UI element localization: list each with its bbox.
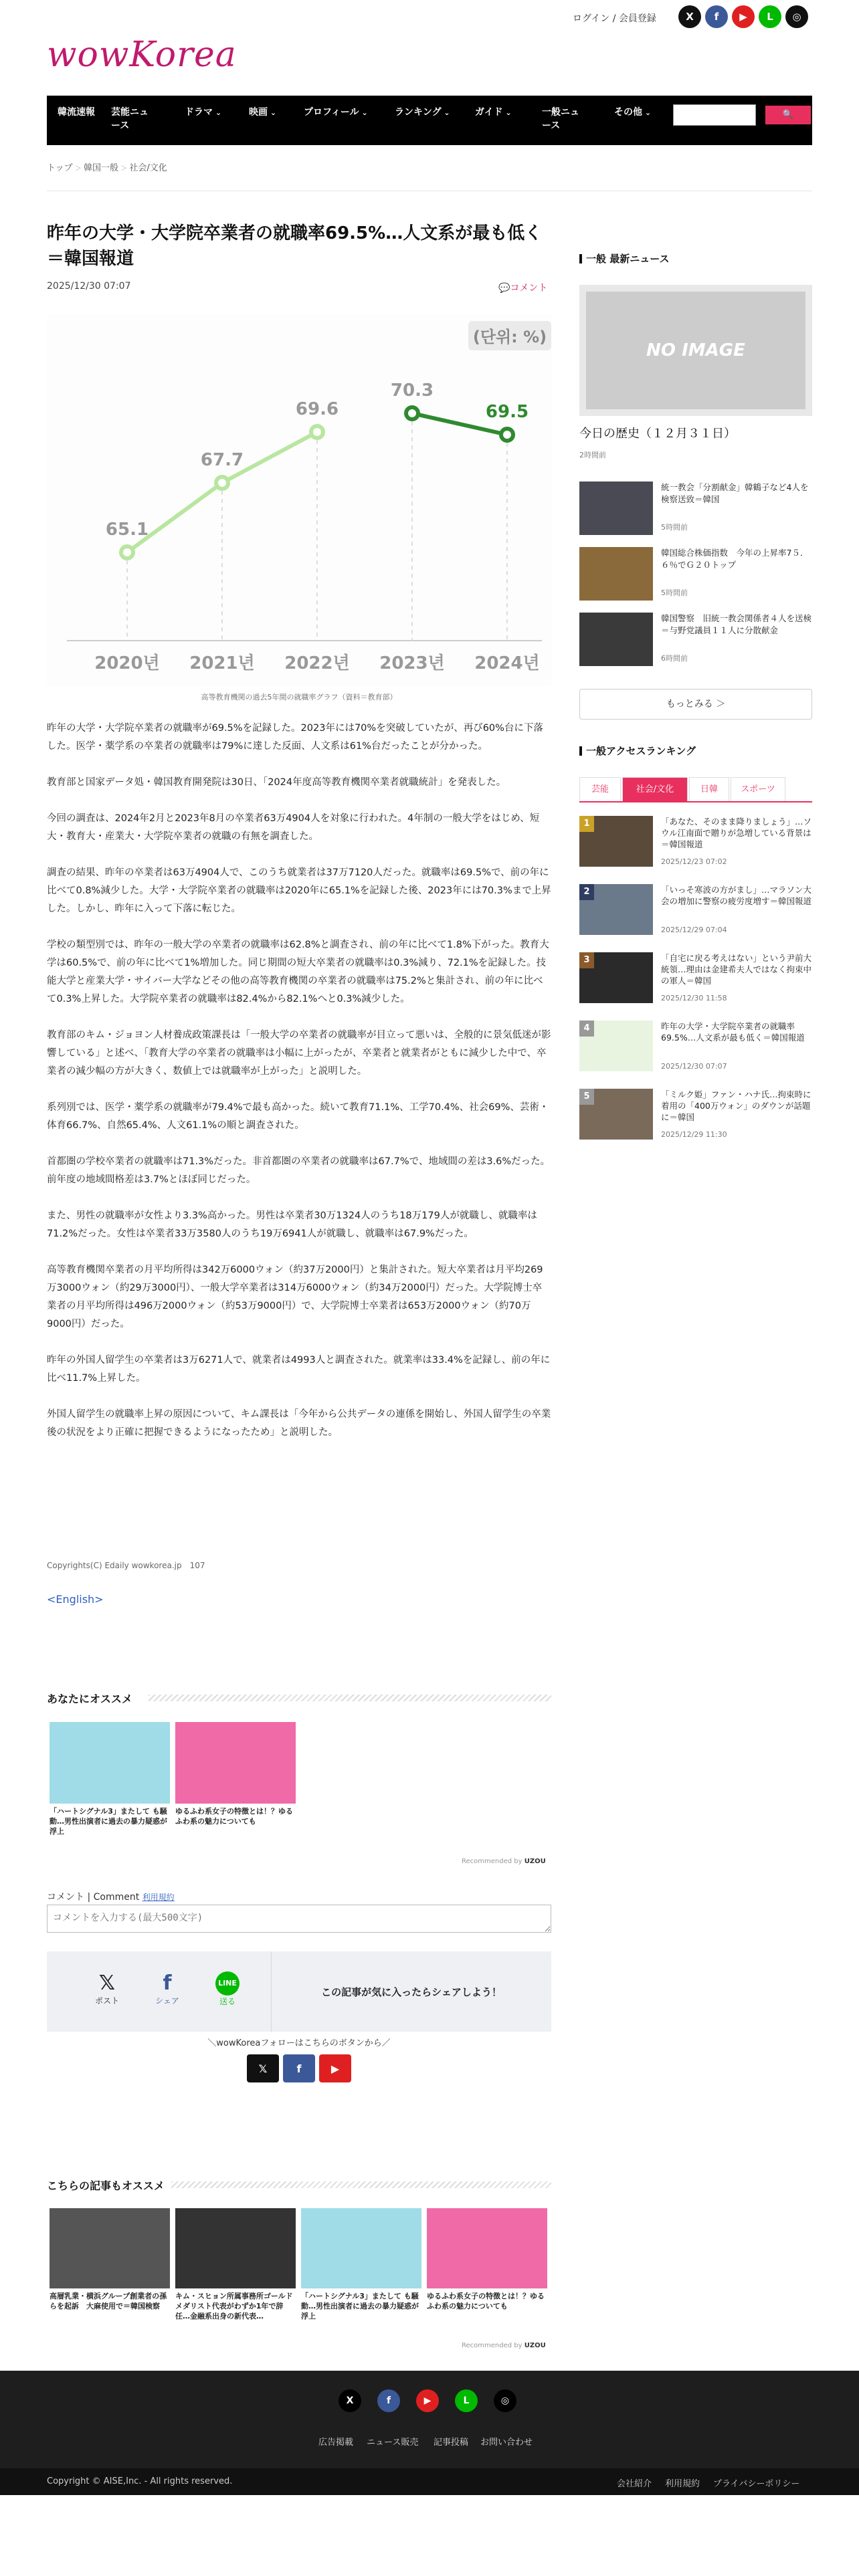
x-icon: 𝕏 [258,2062,268,2075]
ranking-time: 2025/12/30 07:07 [661,1062,727,1071]
article-paragraph: 高等教育機関卒業者の月平均所得は342万6000ウォン（約37万2000円）と集計された。短大卒業者は月平均269万3000ウォン（約29万3000円）、一般大学卒業者は314万6000ウォン（約34万2000円）だった。大学院博士卒業者の月平均所得は496万2000ウォン（約53万9000円）で、大学院博士卒業者は653万2000ウォン（約70万9000円）だった。 [47,1265,543,1329]
breadcrumb-item[interactable]: 社会/文化 [129,163,167,173]
chart-caption: 高等教育機関の過去5年間の就職率グラフ（資料＝教育部） [201,693,397,702]
x-button[interactable] [678,5,701,28]
recommend-thumbnail [175,1722,296,1804]
news-title: 統一教会「分割献金」韓鶴子など4人を検察送致＝韓国 [661,482,809,504]
rank-badge: 4 [579,1021,594,1037]
ranking-tab[interactable]: 社会/文化 [622,777,688,801]
facebook-icon: f [714,11,719,23]
latest-news-item[interactable] [579,547,812,601]
article-paragraph: 調査の結果、昨年の卒業者は63万4904人で、このうち就業者は37万7120人だった。就職率は69.5%で、前の年に比べて0.8%減少した。大学・大学院卒業者の就職率は2020年に65.1%を記録した後、2023年には70.3%まで上昇した。しかし、昨年に入って下落に転じた。 [47,867,551,914]
news-thumbnail [579,613,653,666]
history-time: 2時間前 [579,451,606,459]
unit-label: (단위: %) [472,328,547,346]
ranking-item[interactable] [579,1021,812,1074]
youtube-button[interactable] [416,2389,439,2412]
site-logo[interactable]: wowKorea [47,35,237,75]
ranking-title: 一般アクセスランキング [579,744,696,758]
article-paragraph: 外国人留学生の就職率上昇の原因について、キム課長は「今年から公共データの連係を開始し、外国人留学生の卒業後の状況をより正確に把握できるようになったため」と説明した。 [47,1409,551,1438]
rank-badge: 1 [579,816,594,832]
line-button[interactable] [759,5,781,28]
rank-badge: 2 [579,884,594,900]
chevron-down-icon: ⌄ [502,108,512,117]
chart-background [47,314,551,686]
powered-by: Recommended by UZOU [462,1858,546,1865]
article-date: 2025/12/30 07:07 [47,281,131,292]
article-paragraph: 昨年の大学・大学院卒業者の就職率が69.5%を記録した。2023年には70%を突破していたが、再び60%台に下落した。医学・薬学系の卒業者の就職率は79%に達した反面、人文系は61%台だったことが分かった。 [47,723,543,752]
data-point [406,407,418,419]
news-thumbnail [579,547,653,601]
breadcrumb-item[interactable]: 韓国一般 [83,163,118,173]
comment-link[interactable] [498,281,547,294]
ranking-time: 2025/12/30 11:58 [661,994,727,1002]
recommend-thumbnail [50,2208,170,2288]
chevron-down-icon: ⌄ [213,108,222,117]
nav-item[interactable] [58,106,98,119]
ranking-time: 2025/12/23 07:02 [661,857,727,866]
breadcrumb-separator: ＞ [118,165,130,173]
recommend-card[interactable] [50,1722,170,1836]
recommend-card[interactable] [301,2208,421,2321]
nav-item[interactable] [111,106,151,132]
share-x-button[interactable]: 𝕏 ポスト [80,1971,134,2006]
latest-news-item[interactable] [579,613,812,666]
recommend-card[interactable] [175,2208,296,2321]
share-message: この記事が気に入ったらシェアしよう！ [321,1986,502,1998]
comment-input[interactable] [47,1905,551,1933]
nav-item-label: ドラマ [185,107,213,118]
recommend-card[interactable] [50,2208,170,2311]
ranking-time: 2025/12/29 11:30 [661,1130,727,1139]
data-label: 69.5 [485,402,529,422]
article-paragraph: 昨年の外国人留学生の卒業者は3万6271人で、就業者は4993人と調査された。就業率は33.4%を記録し、前の年に比べ11.7%上昇した。 [47,1355,551,1384]
latest-news-title: 一般 最新ニュース [579,251,669,265]
recommend-card[interactable] [427,2208,547,2311]
copyright: Copyright © AISE,Inc. - All rights reserved. [47,2476,233,2486]
nav-item-label: ランキング [395,107,442,118]
search-button[interactable]: 🔍 [765,106,811,124]
ranking-tabs [579,777,812,802]
instagram-button[interactable] [494,2389,516,2412]
bottom-link[interactable]: プライバシーポリシー [713,2479,800,2489]
login-link[interactable]: ログイン / 会員登録 [573,13,656,24]
x-tick-label: 2020년 [94,653,160,673]
x-icon: X [346,2395,354,2406]
nav-item-label: 韓流速報 [58,107,95,118]
x-button[interactable] [339,2389,361,2412]
line-icon: L [463,2395,470,2406]
ranking-title-text: 昨年の大学・大学院卒業者の就職率69.5%…人文系が最も低く＝韓国報道 [661,1021,805,1043]
latest-news-item[interactable] [579,481,812,535]
article-paragraph: また、男性の就職率が女性より3.3%高かった。男性は卒業者30万1324人のうち18万179人が就職し、就職率は71.2%だった。女性は卒業者33万3580人のうち19万6941人が就職し、就職率は67.9%だった。 [47,1210,537,1239]
x-tick-label: 2022년 [284,653,350,673]
footer-link[interactable]: 広告掲載 [318,2438,354,2448]
bottom-link[interactable]: 会社紹介 [617,2479,652,2489]
chevron-down-icon: ⌄ [359,108,368,117]
rank-badge: 3 [579,952,594,968]
comment-link-label: コメント [510,283,548,294]
ranking-title-text: 「あなた、そのまま降りましょう」…ソウル江南面で贈りが急増している背景は＝韓国報道 [661,817,812,849]
article-paragraph: 教育部のキム・ジョヨン人材養成政策課長は「一般大学の卒業者の就職率が目立って悪いは、全般的に景気低迷が影響している」と述べ、「教育大学の卒業者の就職率は小幅に上がったが、卒業者と就業者がともに減少した中で、卒業者の減少幅の方が大きく、数値上では就職率が上がった」と説明した。 [47,1030,551,1077]
data-label: 69.6 [295,399,339,419]
chevron-down-icon: ⌄ [268,108,277,117]
facebook-icon: f [163,1971,172,1995]
ranking-time: 2025/12/29 07:04 [661,926,727,934]
top-bar [0,0,859,35]
follow-facebook-button[interactable] [283,2054,315,2082]
facebook-icon: f [296,2062,302,2075]
footer-link[interactable]: 記事投稿 [434,2438,469,2448]
x-icon: X [686,11,694,23]
powered-by: Recommended by UZOU [462,2342,546,2349]
nav-item[interactable] [395,106,475,120]
bottom-bar [0,2468,859,2495]
more-button[interactable]: もっとみる ＞ [579,689,812,720]
article-paragraph: 系列別では、医学・薬学系の就職率が79.4%で最も高かった。続いて教育71.1%、工学70.4%、社会69%、芸術・体育66.7%、自然65.4%、人文61.1%の順と調査された。 [47,1102,549,1131]
data-label: 65.1 [105,520,149,540]
recommend2-title: こちらの記事もオススメ [47,2179,165,2192]
recommend-caption: 「ハートシグナル3」またして も騒動…男性出演者に過去の暴力疑惑が浮上 [50,1807,167,1836]
footer-link[interactable]: お問い合わせ [480,2438,533,2448]
bottom-link[interactable]: 利用規約 [665,2479,700,2489]
recommend-card[interactable] [175,1722,296,1826]
ranking-tab[interactable]: 芸能 [579,777,621,801]
employment-chart [47,314,551,686]
share-box [47,1951,551,2032]
chevron-down-icon: ⌄ [441,108,450,117]
recommend-thumbnail [175,2208,296,2288]
data-point [501,429,513,441]
ranking-item[interactable] [579,952,812,1006]
facebook-button[interactable] [705,5,728,28]
article-paragraph: 首都圏の学校卒業者の就職率は71.3%だった。非首都圏の卒業者の就職率は67.7%で、地域間の差は3.6%だった。前年度の地域間格差は3.7%とほぼ同じだった。 [47,1156,551,1185]
footer-link[interactable]: ニュース販売 [367,2438,419,2448]
facebook-icon: f [386,2395,391,2406]
ranking-item[interactable] [579,1089,812,1142]
english-link[interactable]: <English> [47,1593,104,1606]
data-label: 67.7 [200,450,244,470]
news-thumbnail [579,481,653,535]
youtube-icon: ▶ [423,2395,432,2406]
x-icon: 𝕏 [98,1971,116,1995]
recommend-title: あなたにオススメ [47,1693,132,1705]
news-time: 5時間前 [661,523,688,532]
data-point [121,546,133,558]
recommend-thumbnail [50,1722,170,1804]
ranking-tab[interactable]: スポーツ [731,777,785,801]
news-title: 韓国総合株価指数 今年の上昇率7５．６％でＧ２０トップ [661,548,809,570]
rules-link[interactable]: 利用規約 [142,1893,175,1902]
follow-youtube-button[interactable] [319,2054,351,2082]
footer [0,2371,859,2468]
recommend-caption: 「ハートシグナル3」またして も騒動…男性出演者に過去の暴力疑惑が浮上 [301,2292,419,2321]
x-tick-label: 2023년 [379,653,445,673]
follow-text: ＼wowKoreaフォローはこちらのボタンから／ [207,2038,391,2048]
x-tick-label: 2024년 [474,653,540,673]
nav-item[interactable] [304,106,384,120]
recommend-caption: 高層乳業・横浜グループ創業者の孫らを起訴 大麻使用で＝韓国検察 [50,2292,167,2311]
recommend-caption: ゆるふわ系女子の特徴とは！？ゆるふわ系の魅力についても [175,1807,293,1826]
recommend-thumbnail [427,2208,547,2288]
ranking-item[interactable] [579,816,812,869]
article-copyright: Copyrights(C) Edaily wowkorea.jp 107 [47,1561,205,1570]
breadcrumb-separator: ＞ [72,165,84,173]
instagram-icon: ◎ [792,11,801,23]
ranking-title-text: 「自宅に戻る考えはない」という尹前大統領…理由は金建希夫人ではなく拘束中の軍人＝韓国 [661,953,812,986]
instagram-button[interactable] [785,5,808,28]
facebook-button[interactable] [377,2389,400,2412]
search-input[interactable] [673,104,756,126]
recommend-caption: ゆるふわ系女子の特徴とは！？ゆるふわ系の魅力についても [427,2292,545,2311]
breadcrumb-item[interactable]: トップ [47,163,73,173]
article-paragraph: 学校の類型別では、昨年の一般大学の卒業者の就職率は62.8%と調査され、前の年に比べて1.8%下がった。教育大学は60.5%で、前の年に比べて1%増加した。同じ期間の短大卒業者の就職率は0.3%減り、72.1%を記録した。技能大学と産業大学・サイバー大学などその他の高等教育機関の卒業者の就職率は75.2%と集計され、前の年に比べて0.3%上昇した。大学院卒業者の就職率は82.4%から82.1%へと0.3%減少した。 [47,940,549,1004]
article-paragraph: 教育部と国家データ処・韓国教育開発院は30日、「2024年度高等教育機関卒業者就職統計」を発表した。 [47,777,506,788]
line-icon: LINE [215,1971,240,1996]
youtube-icon: ▶ [330,2062,340,2075]
article-paragraph: 今回の調査は、2024年2月と2023年8月の卒業者63万4904人を対象に行われた。4年制の一般大学をはじめ、短大・教育大・産業大・大学院卒業者の就職の有無を調査した。 [47,813,540,842]
news-time: 5時間前 [661,588,688,597]
nav-item-label: 一般ニュース [542,107,579,131]
nav-item[interactable] [542,106,582,132]
nav-item-label: ガイド [475,107,503,118]
youtube-icon: ▶ [739,11,747,23]
nav-item-label: プロフィール [304,107,359,118]
ranking-title-text: 「いっそ寒波の方がまし」…マラソン大会の増加に警察の疲労度増す＝韓国報道 [661,885,812,906]
x-tick-label: 2021년 [189,653,255,673]
history-link[interactable]: 今日の歴史（１２月３１日） [579,427,736,441]
article-title: 昨年の大学・大学院卒業者の就職率69.5%…人文系が最も低く＝韓国報道 [47,223,543,269]
news-title: 韓国警察 旧統一教会関係者４人を送検＝与野党議員１１人に分散献金 [661,613,812,635]
share-line-button[interactable]: LINE 送る [201,1971,254,2007]
nav-item-label: その他 [614,107,642,118]
follow-x-button[interactable] [247,2054,279,2082]
divider [171,2181,551,2188]
article-body [47,720,551,1460]
no-image-placeholder[interactable]: NO IMAGE [579,285,812,416]
ranking-item[interactable] [579,884,812,938]
news-time: 6時間前 [661,654,688,663]
chevron-down-icon: ⌄ [642,108,652,117]
data-point [216,477,228,489]
ranking-title-text: 「ミルク姫」ファン・ハナ氏…拘束時に着用の「400万ウォン」のダウンが話題に＝韓国 [661,1089,812,1122]
youtube-button[interactable] [732,5,755,28]
breadcrumb [47,160,167,173]
share-facebook-button[interactable]: f シェア [140,1971,194,2006]
recommend-caption: キム・スヒョン所属事務所ゴールドメダリスト代表がわずか1年で辞任…金融系出身の新代表… [175,2292,293,2321]
comment-heading: コメント | Comment 利用規約 [47,1892,175,1903]
comment-icon: 💬 [498,283,510,294]
nav-item-label: 映画 [249,107,268,118]
rank-badge: 5 [579,1089,594,1105]
instagram-icon: ◎ [500,2395,510,2406]
line-icon: L [767,11,773,23]
data-point [311,426,323,438]
ranking-tab[interactable]: 日韓 [689,777,729,801]
recommend-thumbnail [301,2208,421,2288]
main-nav [47,96,812,145]
data-label: 70.3 [390,381,434,401]
divider [149,1695,551,1701]
nav-item-label: 芸能ニュース [111,107,149,131]
line-button[interactable] [455,2389,478,2412]
